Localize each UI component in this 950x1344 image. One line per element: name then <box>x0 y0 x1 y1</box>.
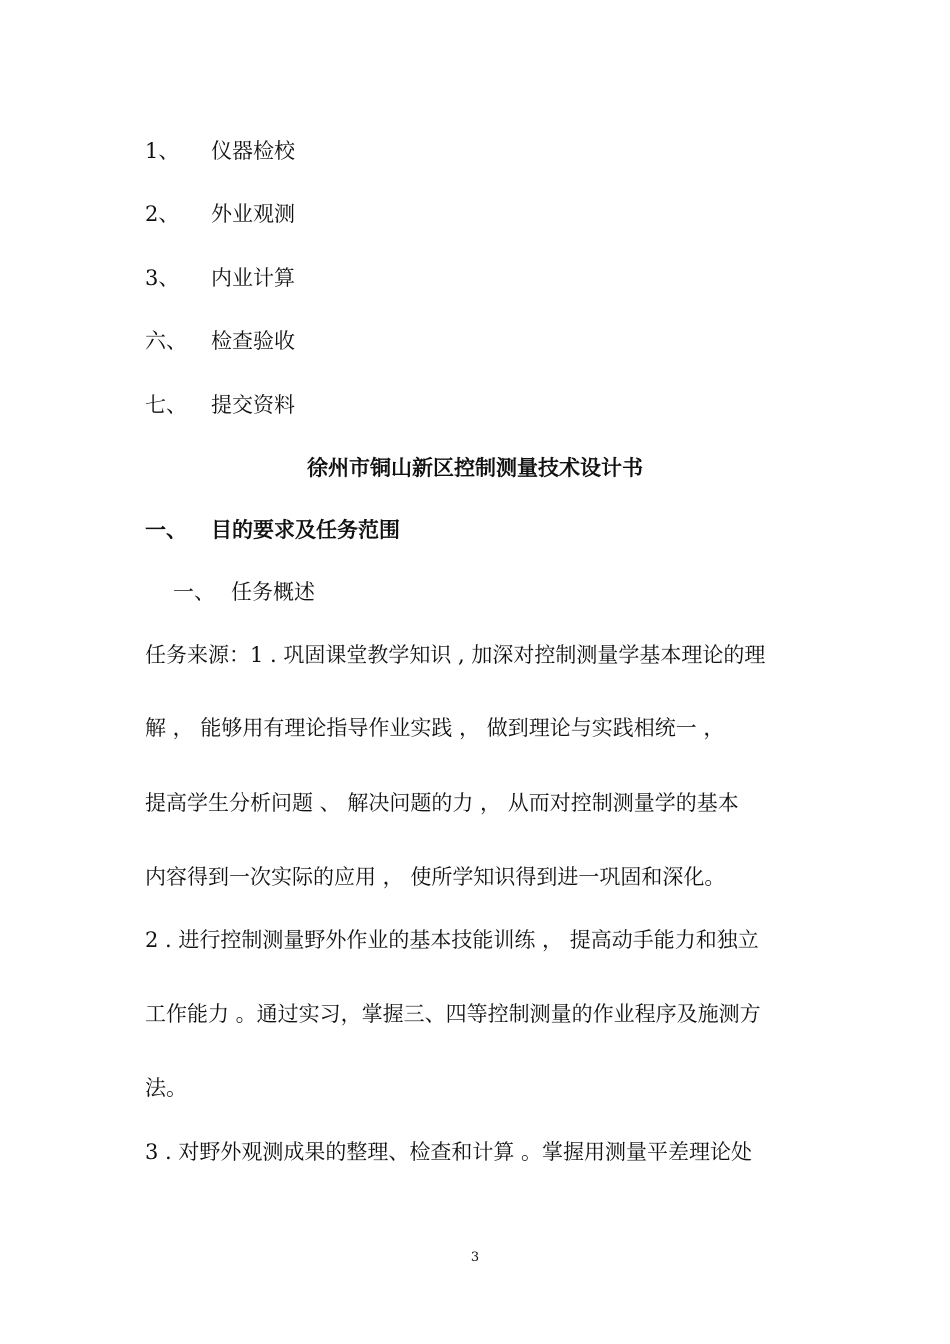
page-number: 3 <box>470 1250 480 1265</box>
section-heading <box>145 519 400 540</box>
outline-item <box>145 204 295 225</box>
body-line: 3 . 对野外观测成果的整理、检查和计算 。掌握用测量平差理论处 <box>145 1140 753 1164</box>
section-title: 目的要求及任务范围 <box>211 517 400 542</box>
outline-item-number: 3、 <box>145 266 180 290</box>
outline-item-number: 六、 <box>145 329 187 353</box>
body-line: 法。 <box>145 1076 187 1100</box>
outline-item-text: 提交资料 <box>211 393 295 417</box>
body-line: 任务来源：1 . 巩固课堂教学知识 , 加深对控制测量学基本理论的理 <box>145 643 766 667</box>
outline-item <box>145 331 295 352</box>
subsection-heading <box>173 582 315 603</box>
body-line: 提高学生分析问题 、 解决问题的力 ， 从而对控制测量学的基本 <box>145 791 739 815</box>
outline-item <box>145 141 295 162</box>
outline-item-text: 检查验收 <box>211 329 295 353</box>
section-number: 一、 <box>145 517 187 542</box>
outline-item-text: 内业计算 <box>211 266 295 290</box>
outline-item <box>145 268 295 289</box>
outline-item-number: 1、 <box>145 139 180 163</box>
outline-item <box>145 395 295 416</box>
document-title: 徐州市铜山新区控制测量技术设计书 <box>307 455 643 480</box>
subsection-number: 一、 <box>173 580 215 604</box>
body-line: 2 . 进行控制测量野外作业的基本技能训练 ， 提高动手能力和独立 <box>145 928 759 952</box>
body-line: 解 ， 能够用有理论指导作业实践 ， 做到理论与实践相统一 ， <box>145 716 725 740</box>
outline-item-text: 仪器检校 <box>211 139 295 163</box>
subsection-title: 任务概述 <box>231 580 315 604</box>
body-line: 内容得到一次实际的应用 ， 使所学知识得到进一巩固和深化。 <box>145 865 726 889</box>
body-line: 工作能力 。通过实习，掌握三、四等控制测量的作业程序及施测方 <box>145 1002 761 1026</box>
outline-item-number: 七、 <box>145 393 187 417</box>
outline-item-number: 2、 <box>145 202 180 226</box>
outline-item-text: 外业观测 <box>211 202 295 226</box>
